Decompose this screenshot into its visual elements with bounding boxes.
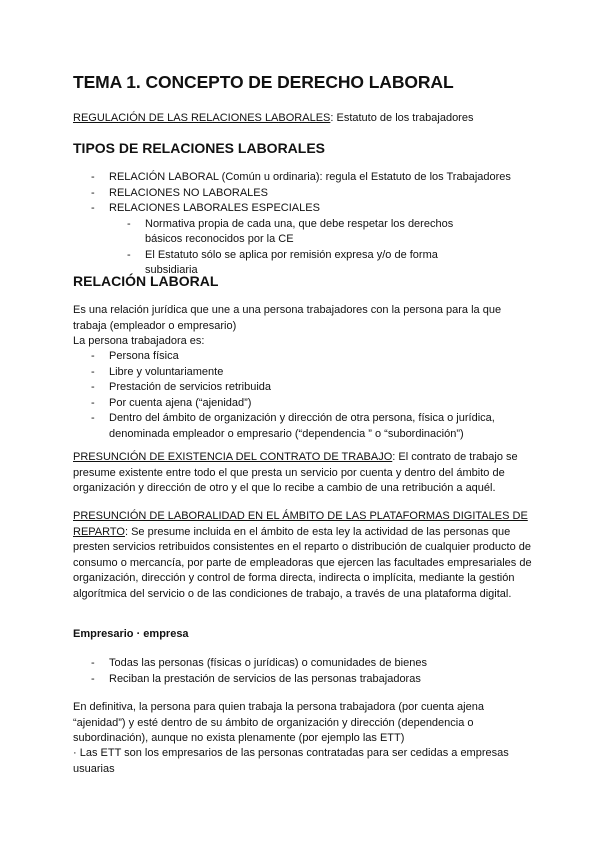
empresario-list	[73, 656, 533, 687]
presuncion-plataformas-label: PRESUNCIÓN DE LABORALIDAD EN EL ÁMBITO DE LAS PLATAFORMAS DIGITALES DE REPARTO	[73, 510, 528, 538]
tipos-sublist	[73, 217, 493, 279]
empresario-heading: Empresario · empresa	[73, 628, 189, 640]
tipos-list-container	[73, 170, 533, 279]
relacion-laboral-intro: Es una relación jurídica que une a una persona trabajadores con la persona para la que trabaja (empleador o empresario)	[73, 304, 502, 332]
regulacion-label: REGULACIÓN DE LAS RELACIONES LABORALES	[73, 112, 331, 124]
list-item: - Prestación de servicios retribuida	[73, 380, 533, 396]
sublist-item: - El Estatuto sólo se aplica por remisión expresa y/o de forma subsidiaria	[73, 248, 493, 279]
conclusion-note: · Las ETT son los empresarios de las personas contratadas para ser cedidas a empresas usuarias	[73, 747, 509, 775]
relacion-laboral-heading: RELACIÓN LABORAL	[73, 273, 219, 289]
conclusion-paragraph: En definitiva, la persona para quien trabaja la persona trabajadora (por cuenta ajena “ajenidad”) y esté dentro de su ámbito de organización y dirección (dependencia o subordinación), aunque no exista plenamente (por ejemplo las ETT)	[73, 701, 484, 744]
list-item	[73, 201, 533, 279]
relacion-laboral-list	[73, 349, 533, 442]
tipos-list	[73, 170, 533, 279]
list-item: - RELACIONES NO LABORALES	[73, 186, 533, 202]
presuncion-plataformas-text: : Se presume incluida en el ámbito de esta ley la actividad de las personas que presten servicios retribuidos consistentes en el reparto o distribución de cualquier producto de consumo o mercancía, por parte de empleadoras que ejercen las facultades empresariales de organización, dirección y control de forma directa, indirecta o implícita, mediante la gestión algorítmica del servicio o de las condiciones de trabajo, a través de una plataforma digital.	[73, 525, 532, 600]
presuncion-plataformas-paragraph	[73, 509, 533, 602]
regulacion-text: : Estatuto de los trabajadores	[330, 112, 474, 124]
list-item: - Dentro del ámbito de organización y dirección de otra persona, física o jurídica, denominada empleador o empresario (“dependencia ” o “subordinación”)	[73, 411, 533, 442]
regulacion-paragraph	[73, 111, 533, 127]
list-item-label: RELACIONES LABORALES ESPECIALES	[109, 202, 320, 214]
presuncion-contrato-label: PRESUNCIÓN DE EXISTENCIA DEL CONTRATO DE TRABAJO	[73, 451, 393, 463]
list-item: - Por cuenta ajena (“ajenidad”)	[73, 396, 533, 412]
list-item: - Todas las personas (físicas o jurídicas) o comunidades de bienes	[73, 656, 533, 672]
list-item: - Persona física	[73, 349, 533, 365]
list-item: - Libre y voluntariamente	[73, 365, 533, 381]
tipos-heading: TIPOS DE RELACIONES LABORALES	[73, 140, 326, 156]
presuncion-contrato-text: : El contrato de trabajo se presume existente entre todo el que presta un servicio por cuenta y dentro del ámbito de organización y dirección de otro y el que lo recibe a cambio de una retribución a aquél.	[73, 451, 518, 494]
document-title: TEMA 1. CONCEPTO DE DERECHO LABORAL	[73, 72, 454, 92]
presuncion-contrato-paragraph	[73, 450, 533, 497]
empresario-list-container	[73, 656, 533, 687]
relacion-laboral-lead: La persona trabajadora es:	[73, 335, 205, 347]
relacion-laboral-list-container	[73, 349, 533, 442]
list-item: - Reciban la prestación de servicios de las personas trabajadoras	[73, 672, 533, 688]
list-item: - RELACIÓN LABORAL (Común u ordinaria): regula el Estatuto de los Trabajadores	[73, 170, 533, 186]
sublist-item: - Normativa propia de cada una, que debe respetar los derechos básicos reconocidos por la CE	[73, 217, 493, 248]
